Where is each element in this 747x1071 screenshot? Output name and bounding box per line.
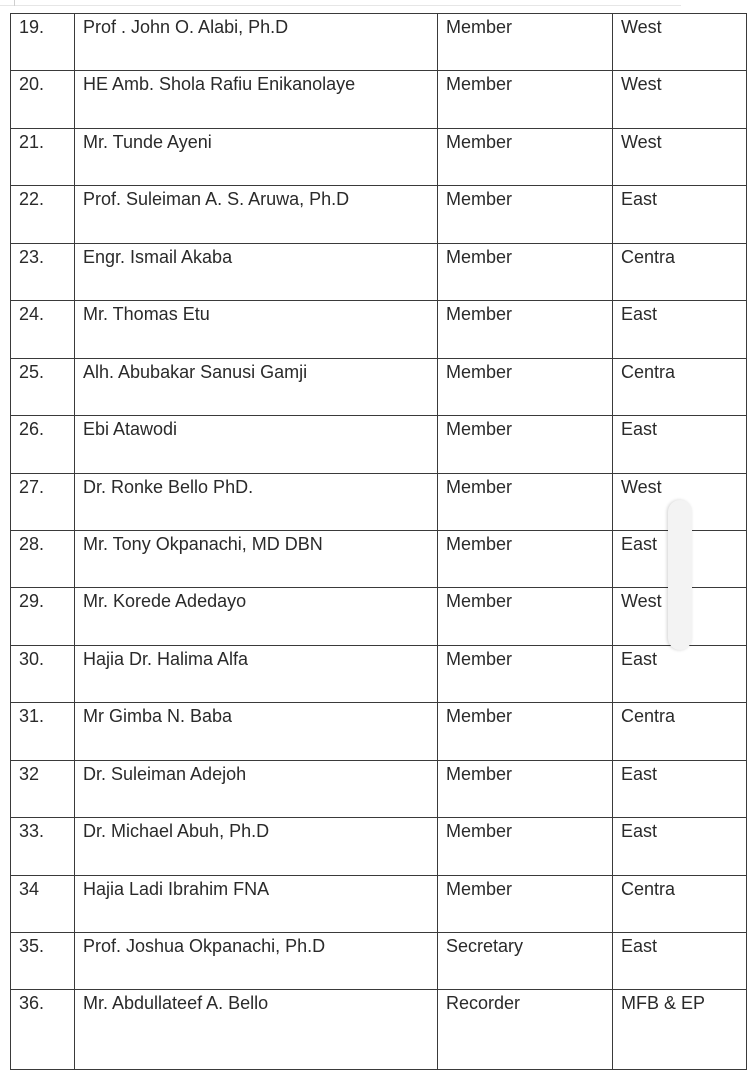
member-role: Member — [438, 301, 613, 358]
table-row — [11, 71, 747, 128]
row-number: 19. — [11, 14, 75, 71]
member-region: East — [613, 186, 747, 243]
member-name: Mr. Korede Adedayo — [75, 588, 438, 645]
table-row — [11, 243, 747, 300]
table-row — [11, 933, 747, 990]
row-number: 23. — [11, 243, 75, 300]
member-name: Alh. Abubakar Sanusi Gamji — [75, 358, 438, 415]
members-table — [10, 13, 747, 1070]
table-row — [11, 301, 747, 358]
member-name: Dr. Suleiman Adejoh — [75, 760, 438, 817]
member-role: Member — [438, 71, 613, 128]
row-number: 31. — [11, 703, 75, 760]
table-row — [11, 473, 747, 530]
member-name: Hajia Ladi Ibrahim FNA — [75, 875, 438, 932]
member-role: Member — [438, 703, 613, 760]
row-number: 33. — [11, 818, 75, 875]
row-number: 32 — [11, 760, 75, 817]
row-number: 27. — [11, 473, 75, 530]
member-region: Centra — [613, 875, 747, 932]
row-number: 21. — [11, 128, 75, 185]
member-name: Prof . John O. Alabi, Ph.D — [75, 14, 438, 71]
member-name: HE Amb. Shola Rafiu Enikanolaye — [75, 71, 438, 128]
member-name: Prof. Suleiman A. S. Aruwa, Ph.D — [75, 186, 438, 243]
member-name: Engr. Ismail Akaba — [75, 243, 438, 300]
member-role: Member — [438, 530, 613, 587]
member-name: Mr. Tunde Ayeni — [75, 128, 438, 185]
member-name: Prof. Joshua Okpanachi, Ph.D — [75, 933, 438, 990]
table-row — [11, 760, 747, 817]
member-role: Member — [438, 473, 613, 530]
table-row — [11, 703, 747, 760]
member-name: Hajia Dr. Halima Alfa — [75, 645, 438, 702]
member-role: Member — [438, 186, 613, 243]
table-row — [11, 588, 747, 645]
member-region: West — [613, 128, 747, 185]
member-role: Member — [438, 416, 613, 473]
member-role: Member — [438, 875, 613, 932]
page-top-tick — [14, 0, 15, 6]
member-role: Member — [438, 14, 613, 71]
page-top-rule — [0, 5, 681, 6]
row-number: 30. — [11, 645, 75, 702]
member-role: Member — [438, 243, 613, 300]
row-number: 25. — [11, 358, 75, 415]
table-row — [11, 530, 747, 587]
row-number: 34 — [11, 875, 75, 932]
row-number: 29. — [11, 588, 75, 645]
row-number: 20. — [11, 71, 75, 128]
table-row — [11, 14, 747, 71]
table-row — [11, 186, 747, 243]
member-name: Ebi Atawodi — [75, 416, 438, 473]
member-region: East — [613, 933, 747, 990]
member-name: Dr. Michael Abuh, Ph.D — [75, 818, 438, 875]
member-region: East — [613, 760, 747, 817]
member-region: East — [613, 645, 747, 702]
table-row — [11, 990, 747, 1070]
row-number: 22. — [11, 186, 75, 243]
row-number: 36. — [11, 990, 75, 1070]
member-region: Centra — [613, 703, 747, 760]
table-row — [11, 358, 747, 415]
side-scroll-handle[interactable] — [668, 500, 692, 650]
member-region: West — [613, 71, 747, 128]
member-role: Secretary — [438, 933, 613, 990]
member-role: Member — [438, 358, 613, 415]
member-name: Mr. Tony Okpanachi, MD DBN — [75, 530, 438, 587]
member-role: Member — [438, 128, 613, 185]
member-name: Dr. Ronke Bello PhD. — [75, 473, 438, 530]
member-region: West — [613, 588, 747, 645]
row-number: 28. — [11, 530, 75, 587]
member-role: Member — [438, 588, 613, 645]
member-role: Member — [438, 760, 613, 817]
member-region: East — [613, 416, 747, 473]
member-region: East — [613, 301, 747, 358]
table-row — [11, 128, 747, 185]
member-role: Recorder — [438, 990, 613, 1070]
member-role: Member — [438, 645, 613, 702]
table-row — [11, 875, 747, 932]
members-table-body — [11, 14, 747, 1070]
table-row — [11, 645, 747, 702]
member-region: East — [613, 818, 747, 875]
table-row — [11, 818, 747, 875]
member-name: Mr. Abdullateef A. Bello — [75, 990, 438, 1070]
member-region: West — [613, 473, 747, 530]
table-row — [11, 416, 747, 473]
member-region: Centra — [613, 243, 747, 300]
member-name: Mr Gimba N. Baba — [75, 703, 438, 760]
member-name: Mr. Thomas Etu — [75, 301, 438, 358]
member-region: West — [613, 14, 747, 71]
member-role: Member — [438, 818, 613, 875]
row-number: 26. — [11, 416, 75, 473]
member-region: Centra — [613, 358, 747, 415]
member-region: MFB & EP — [613, 990, 747, 1070]
member-region: East — [613, 530, 747, 587]
row-number: 35. — [11, 933, 75, 990]
row-number: 24. — [11, 301, 75, 358]
